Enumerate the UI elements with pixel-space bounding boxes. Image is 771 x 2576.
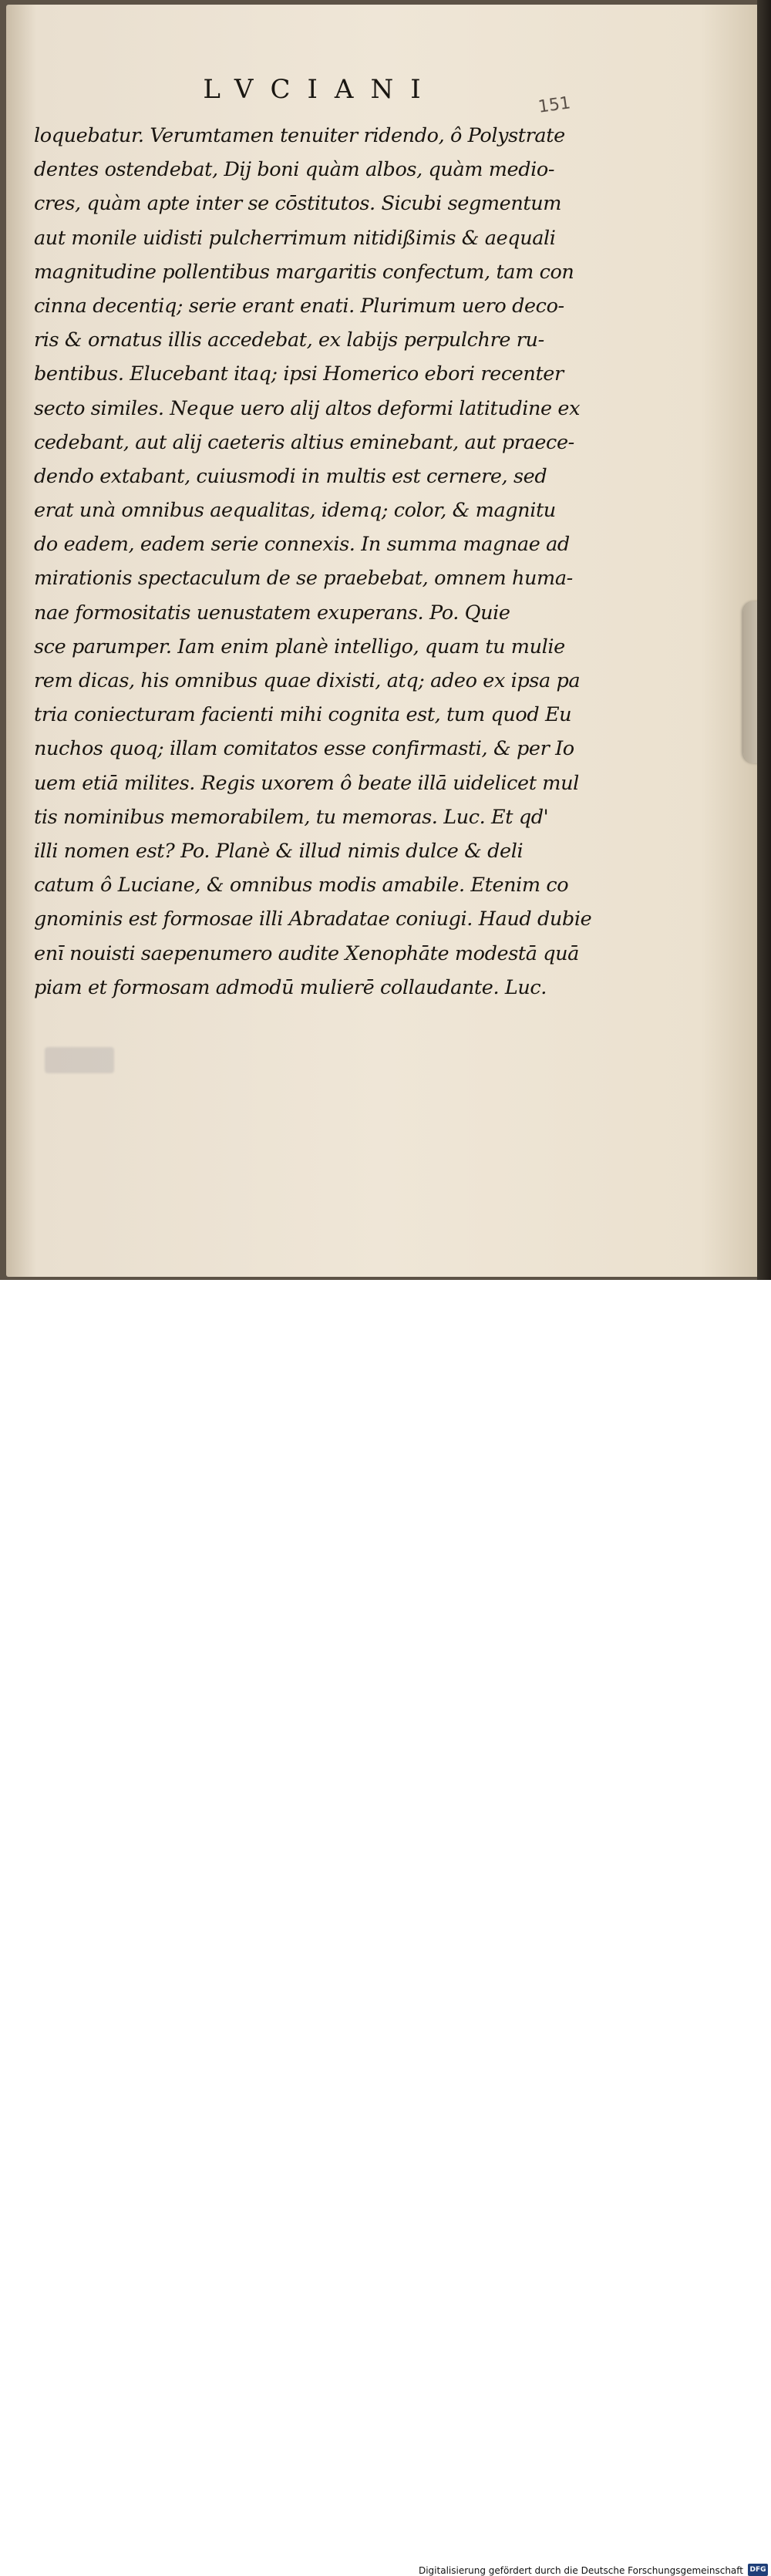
text-line: loquebatur. Verumtamen tenuiter ridendo, ô Polystrate (34, 124, 565, 147)
text-line: sce parumper. Iam enim planè intelligo, quam tu mulie (34, 635, 565, 658)
footer-bar (0, 1280, 771, 2576)
text-line: dendo extabant, cuiusmodi in multis est cernere, sed (34, 464, 547, 488)
scan-image (0, 0, 771, 1280)
text-block (34, 119, 604, 1005)
text-line: aut monile uidisti pulcherrimum nitidißimis & aequali (34, 226, 556, 250)
text-line: gnominis est formosae illi Abradatae coniugi. Haud dubie (34, 907, 592, 931)
library-stamp (45, 1047, 114, 1073)
text-line: nae formositatis uenustatem exuperans. Po. Quie (34, 601, 510, 625)
text-line: magnitudine pollentibus margaritis confectum, tam con (34, 260, 574, 284)
text-line: cedebant, aut alij caeteris altius eminebant, aut praece- (34, 430, 574, 454)
text-line: nuchos quoq; illam comitatos esse confirmasti, & per Io (34, 737, 574, 761)
text-line: erat unà omnibus aequalitas, idemq; color, & magnitu (34, 499, 556, 523)
text-line: cres, quàm apte inter se cōstitutos. Sicubi segmentum (34, 192, 562, 216)
funding-credit: Digitalisierung gefördert durch die Deutsche Forschungsgemeinschaft (418, 2565, 743, 2576)
text-line: cinna decentiq; serie erant enati. Plurimum uero deco- (34, 294, 564, 318)
text-line: catum ô Luciane, & omnibus modis amabile. Etenim co (34, 874, 569, 897)
text-line: enī nouisti saepenumero audite Xenophāte modestā quā (34, 941, 579, 965)
text-line: piam et formosam admodū mulierē collaudante. Luc. (34, 975, 547, 999)
book-page (6, 5, 762, 1277)
text-line: dentes ostendebat, Dij boni quàm albos, quàm medio- (34, 158, 555, 182)
running-head: LVCIANI (203, 74, 438, 105)
text-line: ris & ornatus illis accedebat, ex labijs perpulchre ru- (34, 328, 544, 352)
text-line: secto similes. Neque uero alij altos deformi latitudine ex (34, 396, 581, 420)
text-line: bentibus. Elucebant itaq; ipsi Homerico ebori recenter (34, 362, 564, 386)
text-line: tria coniecturam facienti mihi cognita est, tum quod Eu (34, 703, 572, 727)
dfg-logo: DFG (748, 2564, 768, 2576)
text-line: rem dicas, his omnibus quae dixisti, atq; adeo ex ipsa pa (34, 669, 581, 692)
book-edge (757, 0, 771, 1280)
text-line: do eadem, eadem serie connexis. In summa magnae ad (34, 533, 570, 557)
text-line: illi nomen est? Po. Planè & illud nimis dulce & deli (34, 839, 524, 863)
text-line: mirationis spectaculum de se praebebat, omnem huma- (34, 567, 573, 591)
text-line: uem etiā milites. Regis uxorem ô beate illā uidelicet mul (34, 771, 579, 795)
folio-number: 151 (537, 93, 572, 117)
text-line: tis nominibus memorabilem, tu memoras. Luc. Et qd' (34, 805, 549, 829)
